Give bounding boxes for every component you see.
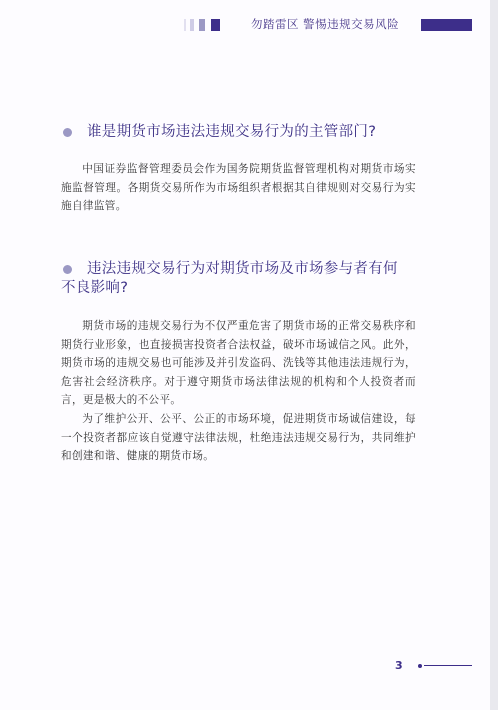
section-bullet xyxy=(63,265,72,274)
section-body xyxy=(61,160,416,216)
section-bullet xyxy=(63,128,72,137)
paragraph: 期货市场的违规交易行为不仅严重危害了期货市场的正常交易秩序和期货行业形象，也直接损害投资者合法权益，破坏市场诚信之风。此外，期货市场的违规交易也可能涉及并引发盗码、洗钱等其他违法违规行为，危害社会经济秩序。对于遵守期货市场法律法规的机构和个人投资者而言，更是极大的不公平。 xyxy=(61,320,416,407)
header-title: 勿踏雷区 警惕违规交易风险 xyxy=(251,17,400,31)
page-edge xyxy=(490,0,498,710)
section-body xyxy=(61,317,416,466)
paragraph: 为了维护公开、公平、公正的市场环境，促进期货市场诚信建设，每一个投资者都应该自觉遵守法律法规，杜绝违法违规交易行为，共同维护和创建和谐、健康的期货市场。 xyxy=(61,412,416,463)
paragraph: 中国证券监督管理委员会作为国务院期货监督管理机构对期货市场实施监督管理。各期货交易所作为市场组织者根据其自律规则对交易行为实施自律监管。 xyxy=(61,163,416,213)
header-bar xyxy=(421,19,472,31)
page-number: 3 xyxy=(395,659,403,672)
page-number-dot xyxy=(418,664,422,668)
page-number-line xyxy=(424,665,472,666)
section-heading-line2: 不良影响? xyxy=(61,280,129,296)
section-heading: 谁是期货市场违法违规交易行为的主管部门? xyxy=(87,124,377,140)
section-heading-line1: 违法违规交易行为对期货市场及市场参与者有何 xyxy=(87,261,398,277)
